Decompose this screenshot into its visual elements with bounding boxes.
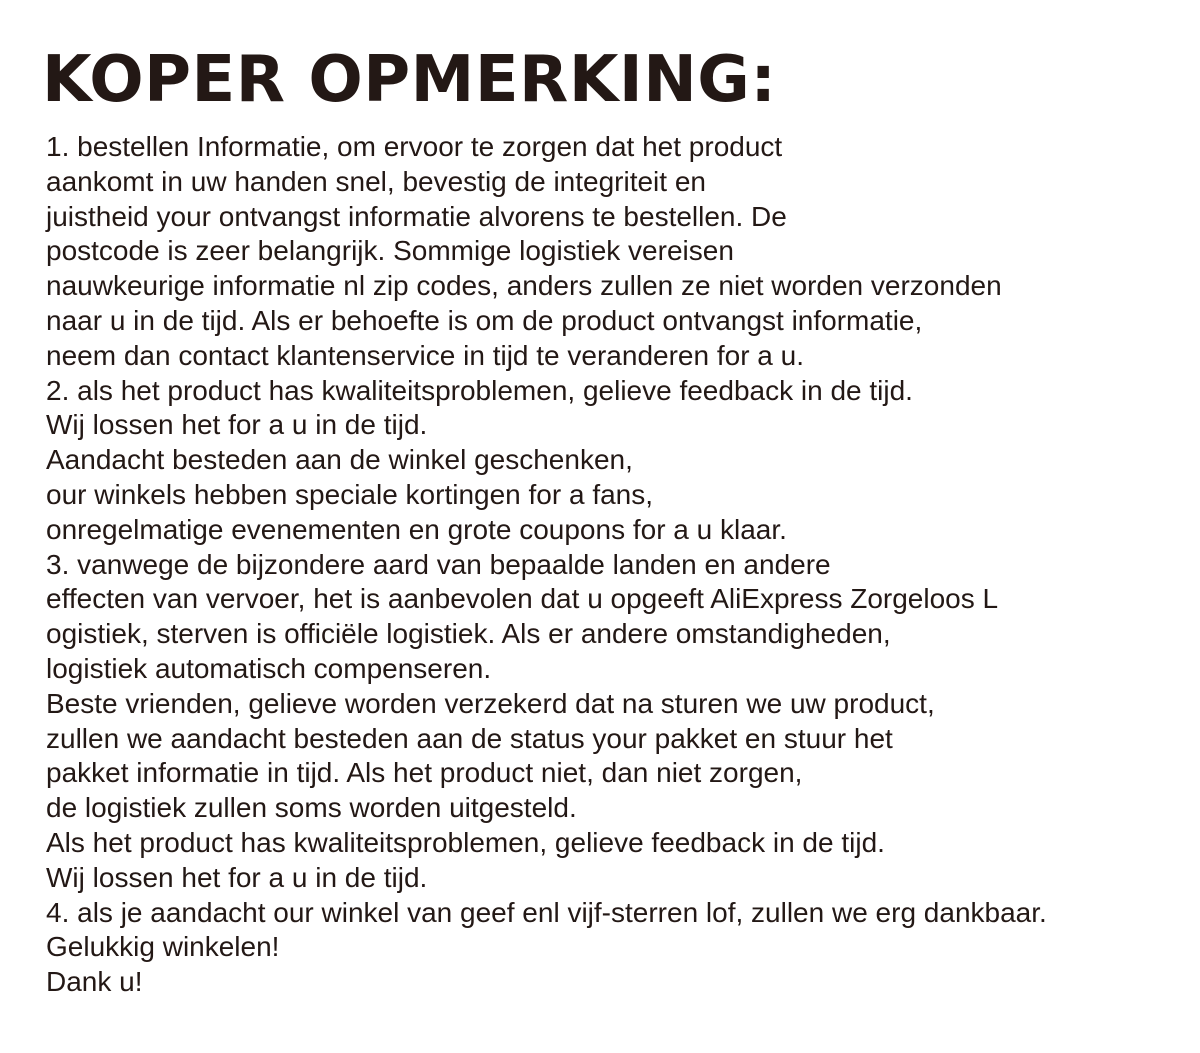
notice-line: 4. als je aandacht our winkel van geef enl vijf-sterren lof, zullen we erg dankbaar. [46,896,1047,928]
notice-line: de logistiek zullen soms worden uitgesteld. [46,792,577,824]
notice-line: nauwkeurige informatie nl zip codes, anders zullen ze niet worden verzonden [46,270,1002,302]
notice-line: 3. vanwege de bijzondere aard van bepaalde landen en andere [46,548,831,580]
notice-line: zullen we aandacht besteden aan de status your pakket en stuur het [46,722,893,754]
notice-line: 2. als het product has kwaliteitsproblemen, gelieve feedback in de tijd. [46,374,913,406]
notice-line: naar u in de tijd. Als er behoefte is om de product ontvangst informatie, [46,304,923,336]
notice-line: neem dan contact klantenservice in tijd te veranderen for a u. [46,339,804,371]
notice-line: Wij lossen het for a u in de tijd. [46,409,428,441]
notice-line: postcode is zeer belangrijk. Sommige logistiek vereisen [46,235,734,267]
notice-line: effecten van vervoer, het is aanbevolen dat u opgeeft AliExpress Zorgeloos L [46,583,999,615]
notice-line: Als het product has kwaliteitsproblemen, gelieve feedback in de tijd. [46,826,885,858]
notice-body [46,130,1186,1000]
notice-line: juistheid your ontvangst informatie alvorens te bestellen. De [46,200,787,232]
notice-line: Aandacht besteden aan de winkel geschenken, [46,444,633,476]
page-title: KOPER OPMERKING: [42,43,777,117]
notice-line: Dank u! [46,966,143,998]
notice-line: logistiek automatisch compenseren. [46,652,492,684]
notice-line: Wij lossen het for a u in de tijd. [46,861,428,893]
notice-line: onregelmatige evenementen en grote coupons for a u klaar. [46,513,787,545]
notice-line: Beste vrienden, gelieve worden verzekerd dat na sturen we uw product, [46,687,935,719]
notice-line: ogistiek, sterven is officiële logistiek. Als er andere omstandigheden, [46,618,891,650]
notice-line: aankomt in uw handen snel, bevestig de integriteit en [46,165,706,197]
notice-line: pakket informatie in tijd. Als het product niet, dan niet zorgen, [46,757,803,789]
notice-line: Gelukkig winkelen! [46,931,280,963]
notice-line: 1. bestellen Informatie, om ervoor te zorgen dat het product [46,131,783,162]
notice-line: our winkels hebben speciale kortingen for a fans, [46,478,654,510]
